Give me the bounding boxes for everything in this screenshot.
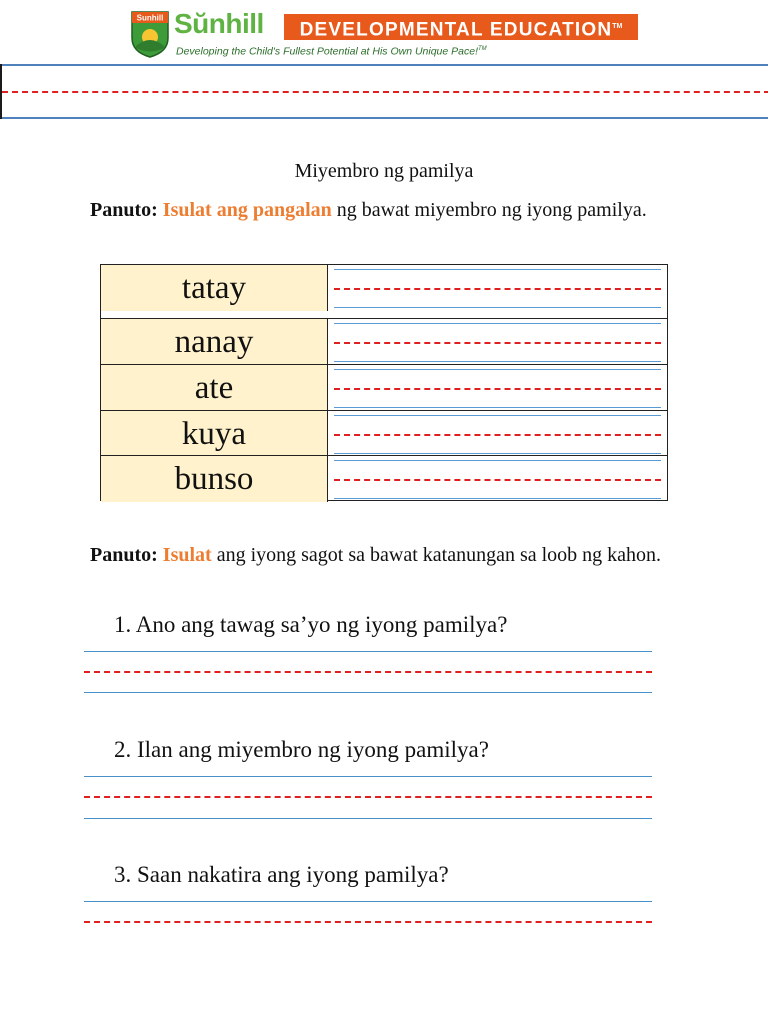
writing-cell[interactable] (328, 456, 667, 502)
question-2 (114, 735, 489, 765)
brand-banner (284, 14, 638, 40)
table-row (101, 455, 667, 502)
answer-line-dashed (84, 921, 652, 923)
answer-line-dashed (84, 796, 652, 798)
family-word: bunso (101, 456, 328, 502)
instruction-text: ng bawat miyembro ng iyong pamilya. (331, 199, 647, 221)
table-row (101, 410, 667, 457)
brand-tagline (176, 42, 487, 59)
guide-line-bottom (334, 307, 661, 308)
writing-cell[interactable] (328, 365, 667, 411)
brand-name: Sŭnhill (174, 8, 264, 39)
question-number: 1. (114, 612, 132, 637)
guide-line-dashed (334, 434, 661, 436)
writing-cell[interactable] (328, 319, 667, 365)
guide-line-bottom (2, 117, 768, 119)
instruction-text: ang iyong sagot sa bawat katanungan sa loob ng kahon. (211, 544, 662, 566)
guide-line-dashed (334, 288, 661, 290)
question-number: 2. (114, 737, 132, 762)
sunhill-emblem-logo (128, 8, 172, 58)
page-header (0, 0, 768, 62)
question-text: Ilan ang miyembro ng iyong pamilya? (137, 737, 489, 762)
banner-trademark: TM (612, 23, 623, 30)
answer-line-bottom (84, 818, 652, 819)
question-3 (114, 860, 449, 890)
table-row (101, 318, 667, 365)
guide-line-bottom (334, 498, 661, 499)
family-word: nanay (101, 319, 328, 365)
guide-line-top (334, 460, 661, 461)
instruction-highlight: Isulat (162, 544, 212, 566)
question-1 (114, 610, 507, 640)
guide-line-top (334, 269, 661, 270)
family-word: tatay (101, 265, 328, 311)
guide-line-dashed (334, 479, 661, 481)
answer-line-top[interactable] (84, 901, 652, 902)
guide-line-dashed (334, 342, 661, 344)
guide-line-bottom (334, 407, 661, 408)
table-row (101, 364, 667, 411)
instruction-label: Panuto: (90, 544, 158, 566)
instruction-label: Panuto: (90, 199, 158, 221)
guide-line-bottom (334, 453, 661, 454)
family-members-table (100, 264, 668, 501)
question-text: Saan nakatira ang iyong pamilya? (137, 862, 449, 887)
guide-line-dashed (334, 388, 661, 390)
family-word: kuya (101, 411, 328, 457)
instruction-highlight: Isulat ang pangalan (162, 199, 332, 221)
banner-text: DEVELOPMENTAL EDUCATION (299, 19, 613, 41)
guide-line-top (334, 369, 661, 370)
tagline-trademark: TM (478, 46, 487, 52)
instruction-2 (90, 540, 680, 570)
guide-line-bottom (334, 361, 661, 362)
table-row (101, 265, 667, 311)
answer-line-bottom (84, 692, 652, 693)
emblem-text: Sunhill (136, 13, 164, 23)
worksheet-title: Miyembro ng pamilya (294, 160, 474, 182)
guide-line-top (2, 64, 768, 66)
writing-cell[interactable] (328, 265, 667, 311)
family-word: ate (101, 365, 328, 411)
instruction-1 (90, 195, 680, 225)
tagline-text: Developing the Child's Fullest Potential at His Own Unique Pace! (176, 45, 478, 58)
guide-line-top (334, 415, 661, 416)
guide-line-top (334, 323, 661, 324)
answer-line-top[interactable] (84, 776, 652, 777)
answer-line-top[interactable] (84, 651, 652, 652)
question-text: Ano ang tawag sa’yo ng iyong pamilya? (135, 612, 508, 637)
writing-cell[interactable] (328, 411, 667, 457)
guide-line-dashed (2, 91, 768, 93)
question-number: 3. (114, 862, 132, 887)
name-writing-box[interactable] (0, 64, 768, 119)
answer-line-dashed (84, 671, 652, 673)
